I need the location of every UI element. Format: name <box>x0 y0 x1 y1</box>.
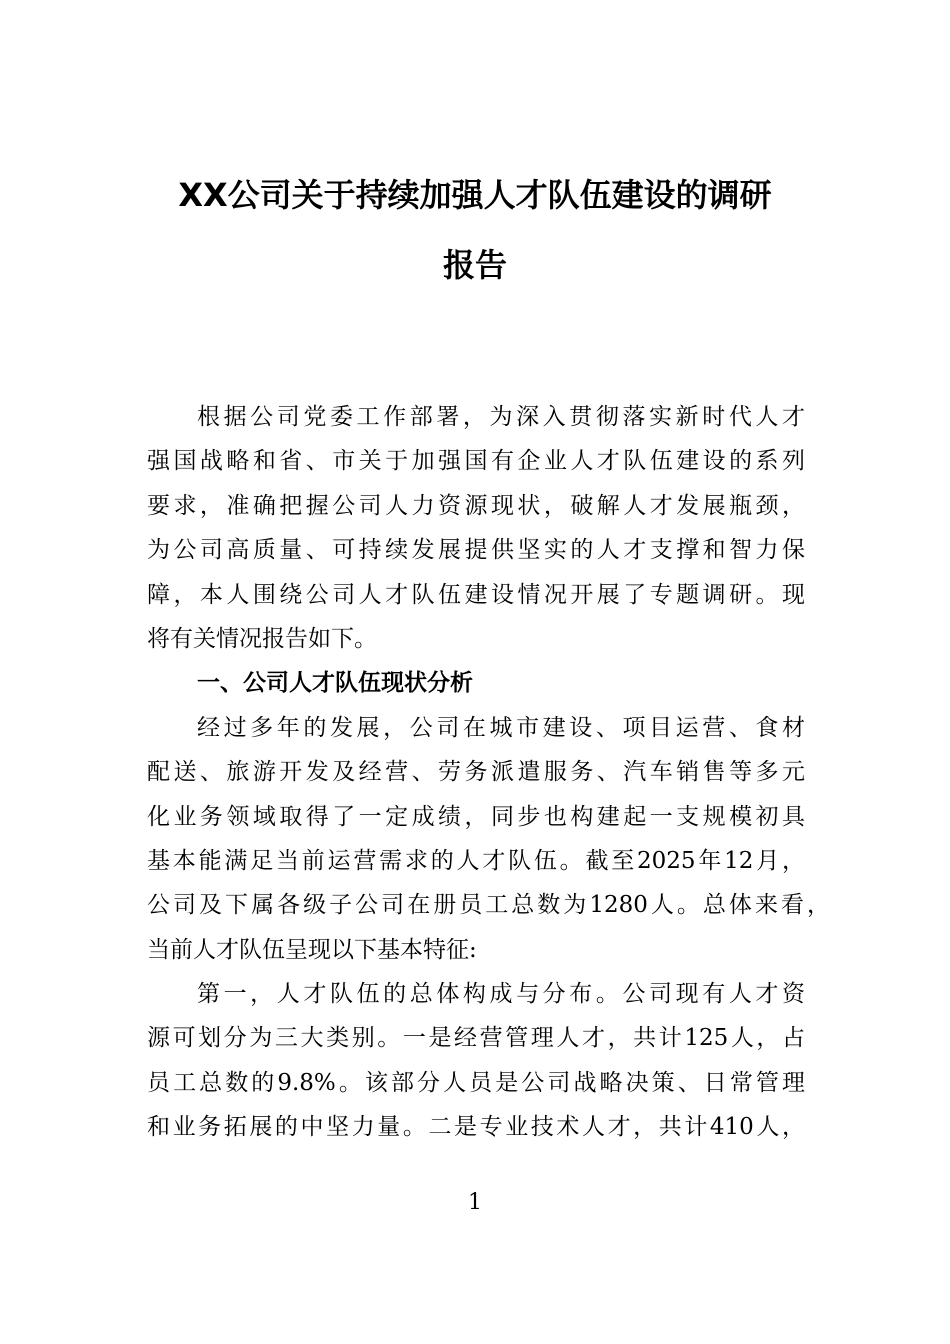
document-body <box>147 395 830 1150</box>
paragraph-line: 将有关情况报告如下。 <box>147 625 377 652</box>
paragraph-line: 当前人才队伍呈现以下基本特征: <box>147 936 477 963</box>
paragraph-line: 员工总数的9.8%。该部分人员是公司战略决策、日常管理 <box>147 1069 805 1096</box>
document-title-line-2: 报告 <box>442 246 507 284</box>
paragraph-line: 公司及下属各级子公司在册员工总数为1280人。总体来看， <box>147 892 830 919</box>
paragraph-line: 要求，准确把握公司人力资源现状，破解人才发展瓶颈， <box>147 492 805 519</box>
paragraph-line: 第一，人才队伍的总体构成与分布。公司现有人才资 <box>197 981 805 1008</box>
paragraph-line: 根据公司党委工作部署，为深入贯彻落实新时代人才 <box>197 404 805 430</box>
page-number: 1 <box>468 1190 482 1215</box>
document-title-line-1: XX公司关于持续加强人才队伍建设的调研 <box>178 176 772 214</box>
paragraph-line: 为公司高质量、可持续发展提供坚实的人才支撑和智力保 <box>147 537 805 564</box>
paragraph-line: 源可划分为三大类别。一是经营管理人才，共计125人，占 <box>147 1025 805 1052</box>
section-heading: 一、公司人才队伍现状分析 <box>197 670 473 697</box>
paragraph-line: 强国战略和省、市关于加强国有企业人才队伍建设的系列 <box>147 448 805 475</box>
paragraph-line: 化业务领域取得了一定成绩，同步也构建起一支规模初具 <box>147 803 805 830</box>
paragraph-line: 经过多年的发展，公司在城市建设、项目运营、食材 <box>197 714 805 741</box>
paragraph-line: 配送、旅游开发及经营、劳务派遣服务、汽车销售等多元 <box>147 759 805 786</box>
paragraph-line: 和业务拓展的中坚力量。二是专业技术人才，共计410人， <box>147 1114 805 1141</box>
paragraph-line: 基本能满足当前运营需求的人才队伍。截至2025年12月， <box>147 847 805 874</box>
paragraph-line: 障，本人围绕公司人才队伍建设情况开展了专题调研。现 <box>147 581 805 608</box>
